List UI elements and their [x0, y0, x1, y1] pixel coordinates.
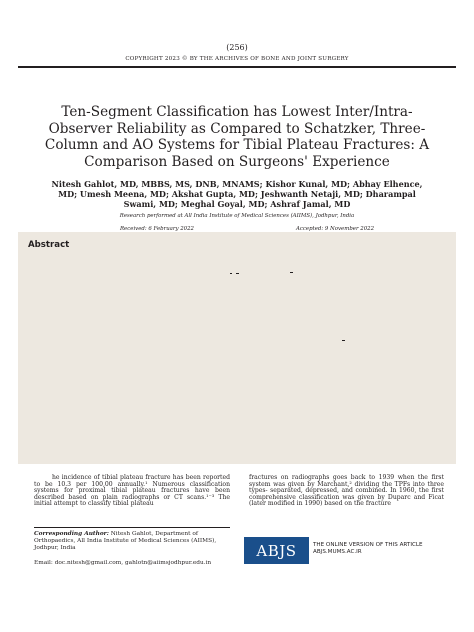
email-line: Email: doc.nitesh@gmail.com, gahlotn@aiimsjodhpur.edu.in [34, 560, 212, 566]
abstract-mark [230, 273, 232, 274]
online-version-url[interactable]: ABJS.MUMS.AC.IR [313, 549, 362, 555]
journal-logo [244, 537, 309, 564]
corresponding-text: Nitesh Gahlot, Department of Orthopaedics, All India Institute of Medical Sciences (AIIMS), Jodhpur, India [34, 531, 217, 551]
corresponding-label: Corresponding Author: [34, 531, 109, 537]
abstract-mark [236, 273, 239, 274]
journal-logo-text: ABJS [256, 541, 297, 560]
abstract-mark [290, 272, 293, 273]
online-version-line: THE ONLINE VERSION OF THIS ARTICLE [313, 542, 423, 548]
author-list: Nitesh Gahlot, MD, MBBS, MS, DNB, MNAMS; Kishor Kunal, MD; Abhay Elhence, MD; Umesh Meena, MD; Akshat Gupta, MD; Jeshwanth Netaji, MD; Dharampal Swami, MD; Meghal Goyal, MD; Ashraf Jamal, MD [51, 179, 423, 210]
header-rule [18, 66, 456, 68]
abstract-box [18, 232, 456, 464]
page-number: (256) [226, 43, 248, 52]
body-column-right: fractures on radiographs goes back to 1939 when the first system was given by Marchant,² dividing the TPFs into three types- separated, depressed, and combined. In 1960, the first comprehensive classification was given by Duparc and Ficat (later modified in 1990) based on the fracture [249, 474, 444, 508]
accepted-date: Accepted: 9 November 2022 [295, 226, 374, 232]
abstract-mark [342, 340, 345, 341]
abstract-heading: Abstract [28, 240, 70, 250]
footnote-rule [34, 527, 230, 528]
copyright-line: COPYRIGHT 2023 © BY THE ARCHIVES OF BONE AND JOINT SURGERY [125, 56, 349, 62]
affiliation-line: Research performed at All India Institute of Medical Sciences (AIIMS), Jodhpur, India [119, 213, 355, 219]
body-text-left: he incidence of tibial plateau fracture has been reported to be 10.3 per 100,00 annually.¹ Numerous classification systems for proximal tibial plateau fractures have been described based on plain radiographs or CT scans.¹⁻³ The initial attempt to classify tibial plateau [34, 474, 230, 508]
article-title: Ten-Segment Classification has Lowest Inter/Intra-Observer Reliability as Compared to Schatzker, Three-Column and AO Systems for Tibial Plateau Fractures: A Comparison Based on Surgeons' Experience [44, 104, 430, 170]
online-version [313, 542, 423, 556]
body-column-left [34, 475, 230, 508]
received-date: Received: 6 February 2022 [120, 226, 194, 232]
corresponding-author [34, 531, 230, 552]
